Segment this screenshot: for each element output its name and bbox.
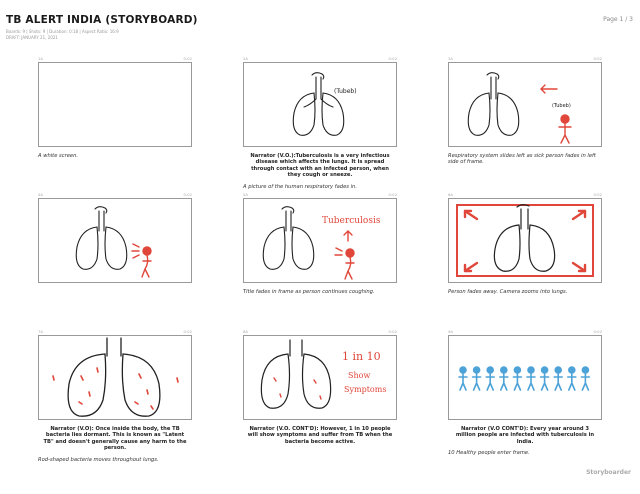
panel-duration: 0:02: [183, 56, 192, 61]
sketch-label: (Tubeb): [334, 88, 357, 95]
panel-9a: [448, 329, 602, 457]
lungs-and-coughing-person-sketch: [39, 199, 191, 282]
panel-dialog: Narrator (V.O CONT'D): Every year around 3 million people are infected with tuberculosis in India.: [455, 426, 595, 445]
panel-number: 7A: [38, 329, 44, 334]
panel-duration: 0:02: [183, 329, 192, 334]
panel-frame[interactable]: [243, 62, 397, 147]
panel-4a: [38, 192, 192, 283]
lungs-statistic-sketch: [244, 336, 396, 419]
panel-duration: 0:02: [388, 56, 397, 61]
healthy-person-figure: [513, 367, 521, 390]
panel-number: 2A: [243, 56, 249, 61]
panel-action: A white screen.: [38, 153, 79, 159]
zoom-lungs-sketch: [449, 199, 601, 282]
panel-dialog: Narrator (V.O): Once inside the body, the TB bacteria lies dormant. This is known as "Latent TB" and doesn't generally cause any harm to the person.: [43, 426, 187, 452]
lungs-and-person-sketch: [449, 63, 601, 146]
stat-line-2: Show: [348, 371, 371, 380]
panel-duration: 0:02: [183, 192, 192, 197]
panel-dialog: Narrator (V.O.):Tuberculosis is a very infectious disease which affects the lungs. It is spread through contact with an infected person, when they cough or sneeze.: [250, 153, 390, 179]
panel-8a: [243, 329, 397, 445]
storyboarder-brand: Storyboarder: [586, 469, 631, 476]
panel-duration: 0:02: [388, 329, 397, 334]
panel-frame[interactable]: [448, 62, 602, 147]
panel-1a: [38, 56, 192, 159]
healthy-person-figure: [541, 367, 549, 390]
panel-frame[interactable]: [38, 62, 192, 147]
panel-duration: 0:02: [593, 329, 602, 334]
panel-frame[interactable]: [38, 198, 192, 283]
healthy-people-sketch: [449, 336, 601, 419]
stat-line-1: 1 in 10: [342, 350, 381, 363]
panel-frame[interactable]: [38, 335, 192, 420]
panel-action: 10 Healthy people enter frame.: [448, 450, 530, 457]
storyboard-meta-line2: DRAFT: JANUARY 21, 2021: [6, 35, 58, 40]
panel-action: Title fades in frame as person continues coughing.: [243, 289, 375, 295]
panel-number: 4A: [38, 192, 44, 197]
panel-frame[interactable]: [448, 335, 602, 420]
panel-number: 8A: [243, 329, 249, 334]
healthy-person-figure: [459, 367, 467, 390]
panel-action: Person fades away. Camera zooms into lungs.: [448, 289, 568, 295]
panel-duration: 0:02: [593, 192, 602, 197]
healthy-person-figure: [568, 367, 576, 390]
panel-2a: [243, 56, 397, 190]
panel-6a: [448, 192, 602, 295]
healthy-person-figure: [486, 367, 494, 390]
panel-duration: 0:02: [593, 56, 602, 61]
panel-frame[interactable]: [243, 198, 397, 283]
healthy-person-figure: [581, 367, 589, 390]
healthy-person-figure: [527, 367, 535, 390]
panel-duration: 0:02: [388, 192, 397, 197]
sketch-title: Tuberculosis: [322, 216, 381, 226]
panel-action: Respiratory system slides left as sick person fades in left side of frame.: [448, 153, 596, 166]
panel-dialog: Narrator (V.O. CONT'D): However, 1 in 10 people will show symptoms and suffer from TB when the bacteria become active.: [247, 426, 393, 445]
lungs-sketch: [244, 63, 396, 146]
healthy-person-figure: [473, 367, 481, 390]
lungs-title-sketch: [244, 199, 396, 282]
panel-5a: [243, 192, 397, 295]
stat-line-3: Symptoms: [344, 385, 387, 394]
healthy-person-figure: [554, 367, 562, 390]
sketch-label: (Tubeb): [552, 103, 571, 109]
panel-frame[interactable]: [243, 335, 397, 420]
page-number: Page 1 / 3: [603, 16, 633, 23]
panel-frame[interactable]: [448, 198, 602, 283]
panel-number: 5A: [243, 192, 249, 197]
panel-action: Rod-shaped bacteria moves throughout lungs.: [38, 456, 159, 463]
panel-number: 1A: [38, 56, 44, 61]
panel-action: A picture of the human respiratory fades in.: [243, 183, 357, 190]
storyboard-title: TB ALERT INDIA (STORYBOARD): [6, 14, 198, 26]
lungs-bacteria-sketch: [39, 336, 191, 419]
panel-number: 3A: [448, 56, 454, 61]
healthy-person-figure: [500, 367, 508, 390]
panel-7a: [38, 329, 192, 463]
panel-number: 9A: [448, 329, 454, 334]
panel-3a: [448, 56, 602, 166]
panel-number: 6A: [448, 192, 454, 197]
storyboard-meta-line1: Boards: 9 | Shots: 9 | Duration: 0:18 | Aspect Ratio: 16:9: [6, 29, 119, 34]
